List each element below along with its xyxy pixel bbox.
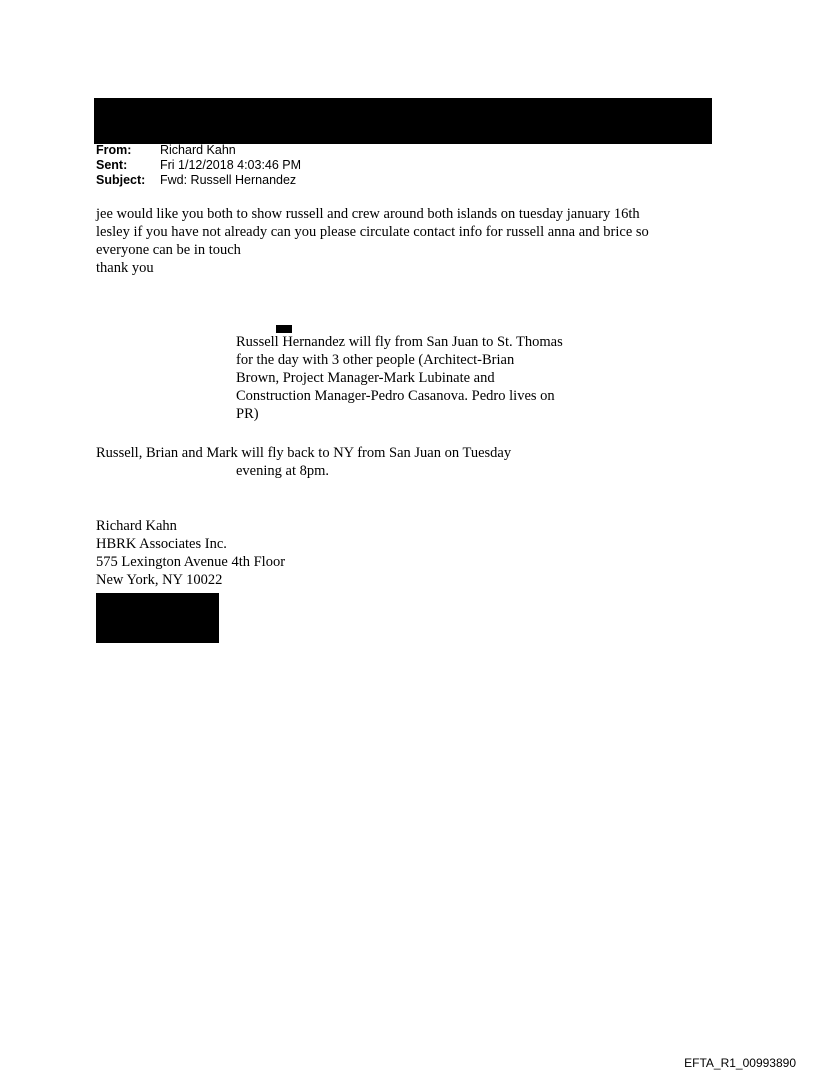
forwarded-line: Construction Manager-Pedro Casanova. Pedro lives on bbox=[236, 388, 555, 404]
sent-value: Fri 1/12/2018 4:03:46 PM bbox=[160, 158, 302, 172]
sent-label: Sent: bbox=[96, 158, 128, 172]
header-subject-row bbox=[96, 173, 296, 188]
body-line: lesley if you have not already can you please circulate contact info for russell anna and brice so bbox=[96, 224, 649, 240]
forwarded-line: Russell Hernandez will fly from San Juan to St. Thomas bbox=[236, 334, 563, 350]
redaction-mark bbox=[276, 325, 292, 333]
body-line: jee would like you both to show russell and crew around both islands on tuesday january 16th bbox=[96, 206, 640, 222]
signature-line: 575 Lexington Avenue 4th Floor bbox=[96, 554, 286, 570]
header-sent-row bbox=[96, 158, 301, 173]
forwarded-line: PR) bbox=[236, 406, 259, 422]
from-value: Richard Kahn bbox=[160, 143, 236, 157]
signature-line: New York, NY 10022 bbox=[96, 572, 223, 588]
document-id: EFTA_R1_00993890 bbox=[684, 1056, 796, 1070]
forwarded-line: for the day with 3 other people (Architect-Brian bbox=[236, 352, 515, 368]
signature-line: HBRK Associates Inc. bbox=[96, 536, 227, 552]
body-line: everyone can be in touch bbox=[96, 242, 241, 258]
forwarded-line: Brown, Project Manager-Mark Lubinate and bbox=[236, 370, 495, 386]
from-label: From: bbox=[96, 143, 132, 157]
redaction-bar bbox=[94, 98, 712, 144]
redaction-bar bbox=[96, 593, 219, 643]
body-line: thank you bbox=[96, 260, 154, 276]
subject-label: Subject: bbox=[96, 173, 146, 187]
signature-line: Richard Kahn bbox=[96, 518, 177, 534]
return-line: Russell, Brian and Mark will fly back to NY from San Juan on Tuesday bbox=[96, 445, 512, 461]
subject-value: Fwd: Russell Hernandez bbox=[160, 173, 297, 187]
return-line: evening at 8pm. bbox=[236, 463, 330, 479]
header-from-row bbox=[96, 143, 236, 158]
